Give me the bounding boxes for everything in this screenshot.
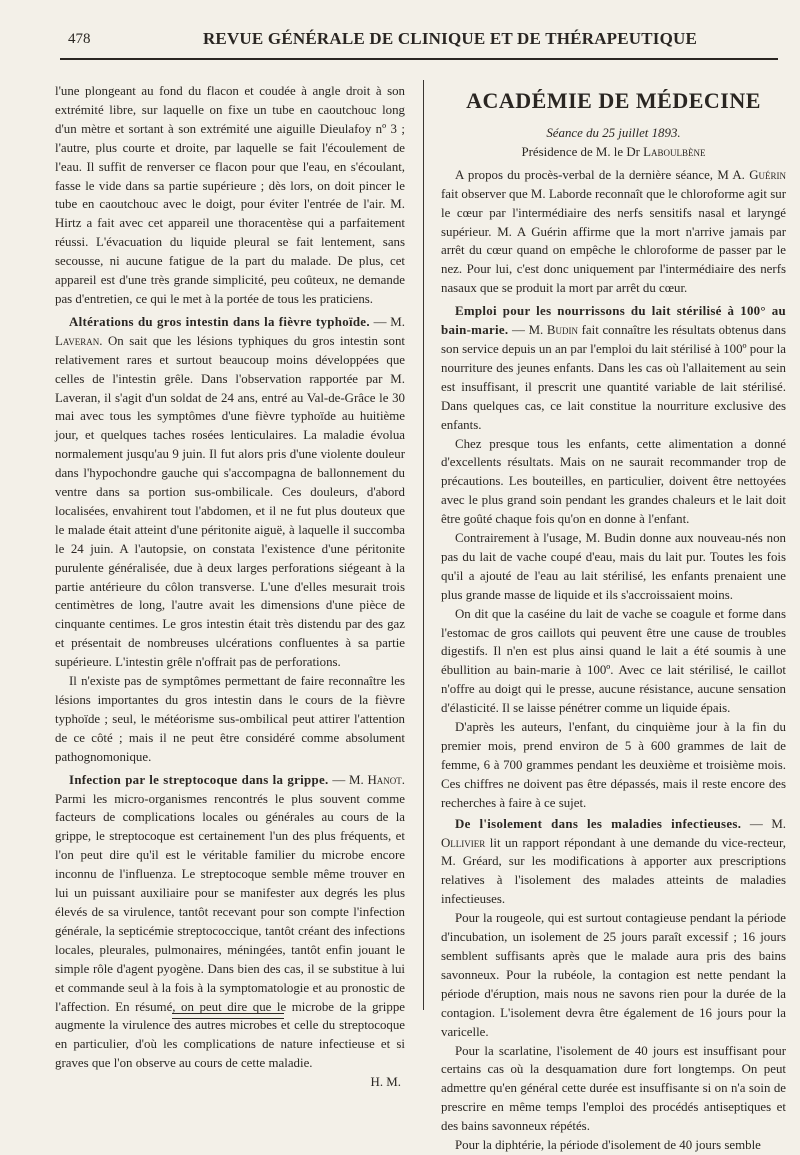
- section-title: ACADÉMIE DE MÉDECINE: [466, 88, 761, 113]
- paragraph-lait-2: Chez presque tous les enfants, cette alimentation a donné d'excellents résultats. Mais on ne saurait recommander trop de précautions. Les bouteilles, en particulier, doivent être nettoyées avec le plus grand soin pendant les grandes chaleurs et le lait doit être goûté chaque fois qu'on en donne à l'enfant.: [441, 436, 786, 527]
- signature: H. M.: [370, 1075, 401, 1090]
- article-author: Hanot: [367, 772, 402, 787]
- page-number: 478: [68, 31, 91, 47]
- paragraph-isolement-2: Pour la rougeole, qui est surtout contagieuse pendant la période d'incubation, un isolement de 25 jours paraît excessif ; 16 jours semblent suffisants après que le malade aura pris des bains savonneux. Pour la rubéole, la contagion est nette pendant la période d'éruption, mais nous ne savons rien pour la durée de la contagion. L'isolement devra être également de 16 jours pour la varicelle.: [441, 911, 786, 1039]
- article-text: fait connaître les résultats obtenus dans son service depuis un an par l'emploi du lait stérilisé à 100º pour la nourriture des jeunes enfants. Dans les cas où l'allaitement au sein est insuffisant, il prescrit une quantité variable de lait stérilisé. Dans quelques cas, ce lait constitue la nourriture exclusive des enfants.: [441, 323, 786, 432]
- paragraph-typhoide-conclusion: Il n'existe pas de symptômes permettant de faire reconnaître les lésions importantes du gros intestin dans le cours de la fièvre typhoïde ; seul, le météorisme sus-ombilical peut attirer l'attention de ce côté ; mais il ne peut être considéré comme absolument pathognomonique.: [55, 674, 405, 764]
- article-heading: De l'isolement dans les maladies infectieuses.: [455, 816, 742, 831]
- right-column: [441, 82, 786, 1155]
- article-isolement: De l'isolement dans les maladies infectieuses. — M. Ollivier lit un rapport répondant à une demande du vice-recteur, M. Gréard, sur les modifications à apporter aux prescriptions relatives à l'isolement des malades atteints de maladies infectieuses.: [441, 816, 786, 907]
- session-president: Présidence de M. le Dr Laboulbène: [521, 144, 706, 159]
- page-header: [60, 28, 778, 54]
- paragraph-isolement-4: Pour la diphtérie, la période d'isolement de 40 jours semble: [455, 1138, 761, 1153]
- article-author: Budin: [546, 323, 578, 338]
- article-author: Laveran: [55, 333, 100, 348]
- paragraph-lait-5: D'après les auteurs, l'enfant, du cinquième jour à la fin du premier mois, prend environ de 5 à 600 grammes de lait de femme, 6 à 700 grammes pendant les deuxième et troisième mois. Ces chiffres ne doivent pas être dépassés, mais il reste encore des recherches à faire à ce sujet.: [441, 720, 786, 810]
- paragraph-isolement-3: Pour la scarlatine, l'isolement de 40 jours est insuffisant pour certains cas où la desquamation dure fort longtemps. On peut admettre qu'en général cette durée est insuffisante si on n'a soin de prescrire en même temps l'emploi des procédés antiseptiques et des bains savonneux répétés.: [441, 1043, 786, 1134]
- article-author: Ollivier: [441, 835, 486, 850]
- end-of-article-rule: [172, 1013, 284, 1019]
- session-date: Séance du 25 juillet 1893.: [546, 126, 681, 140]
- paragraph-chloroforme: A propos du procès-verbal de la dernière séance, M A. Guérin fait observer que M. Laborde reconnaît que le chloroforme agit sur le cœur par l'intermédiaire des nerfs sensitifs nasal et laryngé supérieur. M. A Guérin affirme que la mort n'arrive jamais par arrêt du cœur quand on empêche le chloroforme de passer par le nez. Pour lui, c'est donc uniquement par l'intermédiaire des nerfs nasaux que se produit la mort par arrêt du cœur.: [441, 167, 786, 296]
- president-name: Laboulbène: [643, 144, 706, 159]
- paragraph-lait-3: Contrairement à l'usage, M. Budin donne aux nouveau-nés non pas du lait de vache coupé d'eau, mais du lait pur. Toutes les fois qu'il a ajouté de l'eau au lait stérilisé, les enfants prenaient une plus grande masse de liquide et ils s'accroissaient moins.: [441, 531, 786, 602]
- left-column: [55, 82, 405, 1092]
- running-title: REVUE GÉNÉRALE DE CLINIQUE ET DE THÉRAPEUTIQUE: [202, 29, 698, 48]
- paragraph-lait-4: On dit que la caséine du lait de vache se coagule et forme dans l'estomac de gros caillots qui peuvent être une cause de troubles digestifs. Il n'en est plus ainsi quand le lait a été soumis à une ébullition au bain-marie à 100º. Avec ce lait stérilisé, le caillot n'offre au doigt qui le presse, aucune résistance, aucune sensation d'élasticité. Il se laisse pénétrer comme un liquide épais.: [441, 606, 786, 716]
- article-text: lit un rapport répondant à une demande du vice-recteur, M. Gréard, sur les modifications à apporter aux prescriptions relatives à l'isolement des malades atteints de maladies infectieuses.: [441, 835, 786, 907]
- article-text: On sait que les lésions typhiques du gros intestin sont relativement rares et surtout beaucoup moins développées que celles de l'intestin grêle. Dans l'observation rapportée par M. Laveran, il s'agit d'un soldat de 24 ans, entré au Val-de-Grâce le 30 mai avec tous les symptômes d'une fièvre typhoïde au huitième jour, et quelques taches rosées lenticulaires. La maladie évolua normalement jusqu'au 9 juin. Il fut alors pris d'une violente douleur dans l'hypochondre gauche qui s'accompagna de ballonnement du ventre dans sa portion sus-ombilicale. Ces douleurs, d'abord localisées, envahirent tout l'abdomen, et il ne fut plus douteux que le malade était atteint d'une péritonite aiguë, à laquelle il succomba le 24 juin. A l'autopsie, on constata l'existence d'une péritonite purulente généralisée, due à deux larges perforations siégeant à la partie antérieure du côlon transverse. L'une d'elles mesurait trois centimètres de long, l'autre avait les dimensions d'une pièce de cinquante centimes. Le gros intestin était très distendu par des gaz et présentait de nombreuses ulcérations confluentes à sa partie supérieure. L'intestin grêle n'offrait pas de perforations.: [55, 333, 405, 670]
- article-heading: Emploi pour les nourrissons du lait stérilisé à 100° au bain-marie.: [441, 304, 786, 338]
- article-heading: Altérations du gros intestin dans la fièvre typhoïde.: [69, 314, 370, 329]
- person-name: Guérin: [749, 167, 786, 182]
- article-streptocoque: Infection par le streptocoque dans la grippe. — M. Hanot. Parmi les micro-organismes rencontrés le plus souvent comme facteurs de complications locales ou générales au cours de la grippe, le streptocoque est certainement l'un des plus fréquents, et l'on peut dire qu'il est le véritable familier du microbe encore inconnu de l'influenza. Le streptocoque semble même trouver en lui un puissant auxiliaire pour se manifester aux degrés les plus élevés de sa virulence, tantôt recevant pour son compte l'infection générale, la septicémie streptococcique, tantôt créant des infections locales, pleurales, pulmonaires, méningées, tantôt enfin jouant le simple rôle d'agent pyogène. Dans bien des cas, il se substitue à lui et commande seul à la fois à la symptomatologie et au pronostic de l'affection. En résumé, on peut dire que le microbe de la grippe augmente la virulence des autres microbes et celle du streptocoque en particulier, d'où les complications de nature infectieuse et si graves que l'on observe au cours de cette maladie.: [55, 772, 405, 1071]
- article-lait-sterilise: Emploi pour les nourrissons du lait stérilisé à 100° au bain-marie. — M. Budin fait connaître les résultats obtenus dans son service depuis un an par l'emploi du lait stérilisé à 100º pour la nourriture des jeunes enfants. Dans les cas où l'allaitement au sein est insuffisant, il prescrit une quantité variable de lait stérilisé. Dans quelques cas, ce lait constitue la nourriture exclusive des enfants.: [441, 304, 786, 432]
- article-typhoide: Altérations du gros intestin dans la fièvre typhoïde. — M. Laveran. On sait que les lésions typhiques du gros intestin sont relativement rares et surtout beaucoup moins développées que celles de l'intestin grêle. Dans l'observation rapportée par M. Laveran, il s'agit d'un soldat de 24 ans, entré au Val-de-Grâce le 30 mai avec tous les symptômes d'une fièvre typhoïde au huitième jour, et quelques taches rosées lenticulaires. La maladie évolua normalement jusqu'au 9 juin. Il fut alors pris d'une violente douleur dans l'hypochondre gauche qui s'accompagna de ballonnement du ventre dans sa portion sus-ombilicale. Ces douleurs, d'abord localisées, envahirent tout l'abdomen, et il ne fut plus douteux que le malade était atteint d'une péritonite aiguë, à laquelle il succomba le 24 juin. A l'autopsie, on constata l'existence d'une péritonite purulente généralisée, due à deux larges perforations siégeant à la partie antérieure du côlon transverse. L'une d'elles mesurait trois centimètres de long, l'autre avait les dimensions d'une pièce de cinquante centimes. Le gros intestin était très distendu par des gaz et présentait de nombreuses ulcérations confluentes à sa partie supérieure. L'intestin grêle n'offrait pas de perforations.: [55, 314, 405, 670]
- article-text: Parmi les micro-organismes rencontrés le plus souvent comme facteurs de complications locales ou générales au cours de la grippe, le streptocoque est certainement l'un des plus fréquents, et l'on peut dire qu'il est le véritable familier du microbe encore inconnu de l'influenza. Le streptocoque semble même trouver en lui un puissant auxiliaire pour se manifester aux degrés les plus élevés de sa virulence, tantôt recevant pour son compte l'infection générale, la septicémie streptococcique, tantôt créant des infections locales, pleurales, pulmonaires, méningées, tantôt enfin jouant le simple rôle d'agent pyogène. Dans bien des cas, il se substitue à lui et commande seul à la fois à la symptomatologie et au pronostic de l'affection. En résumé, on peut dire que le microbe de la grippe augmente la virulence des autres microbes et celle du streptocoque en particulier, d'où les complications de nature infectieuse et si graves que l'on observe au cours de cette maladie.: [55, 791, 405, 1071]
- paragraph-thoracentese-continuation: l'une plongeant au fond du flacon et coudée à angle droit à son extrémité libre, sur laquelle on fixe un tube en caoutchouc long d'un mètre et sortant à son extrémité une aiguille Dieulafoy nº 3 ; l'autre, plus courte et droite, par laquelle se fait l'écoulement de l'eau. Il suffit de renverser ce flacon pour que l'eau, en s'écoulant, fasse le vide dans sa partie supérieure ; dès lors, on doit pincer le tube en caoutchouc avec le doigt, pour éviter l'entrée de l'air. M. Hirtz a fait avec cet appareil une thoracentèse qui a parfaitement réussi. L'évacuation du liquide pleural se fait lentement, sans secousse, ni aucune fatigue de la part du malade. De plus, cet appareil est d'une très grande simplicité, peu coûteux, ne demande pas d'entretien, ce qui le met à la portée de tous les praticiens.: [55, 84, 405, 306]
- column-divider: [423, 80, 424, 1010]
- article-heading: Infection par le streptocoque dans la grippe.: [69, 772, 329, 787]
- header-rule: [60, 58, 778, 60]
